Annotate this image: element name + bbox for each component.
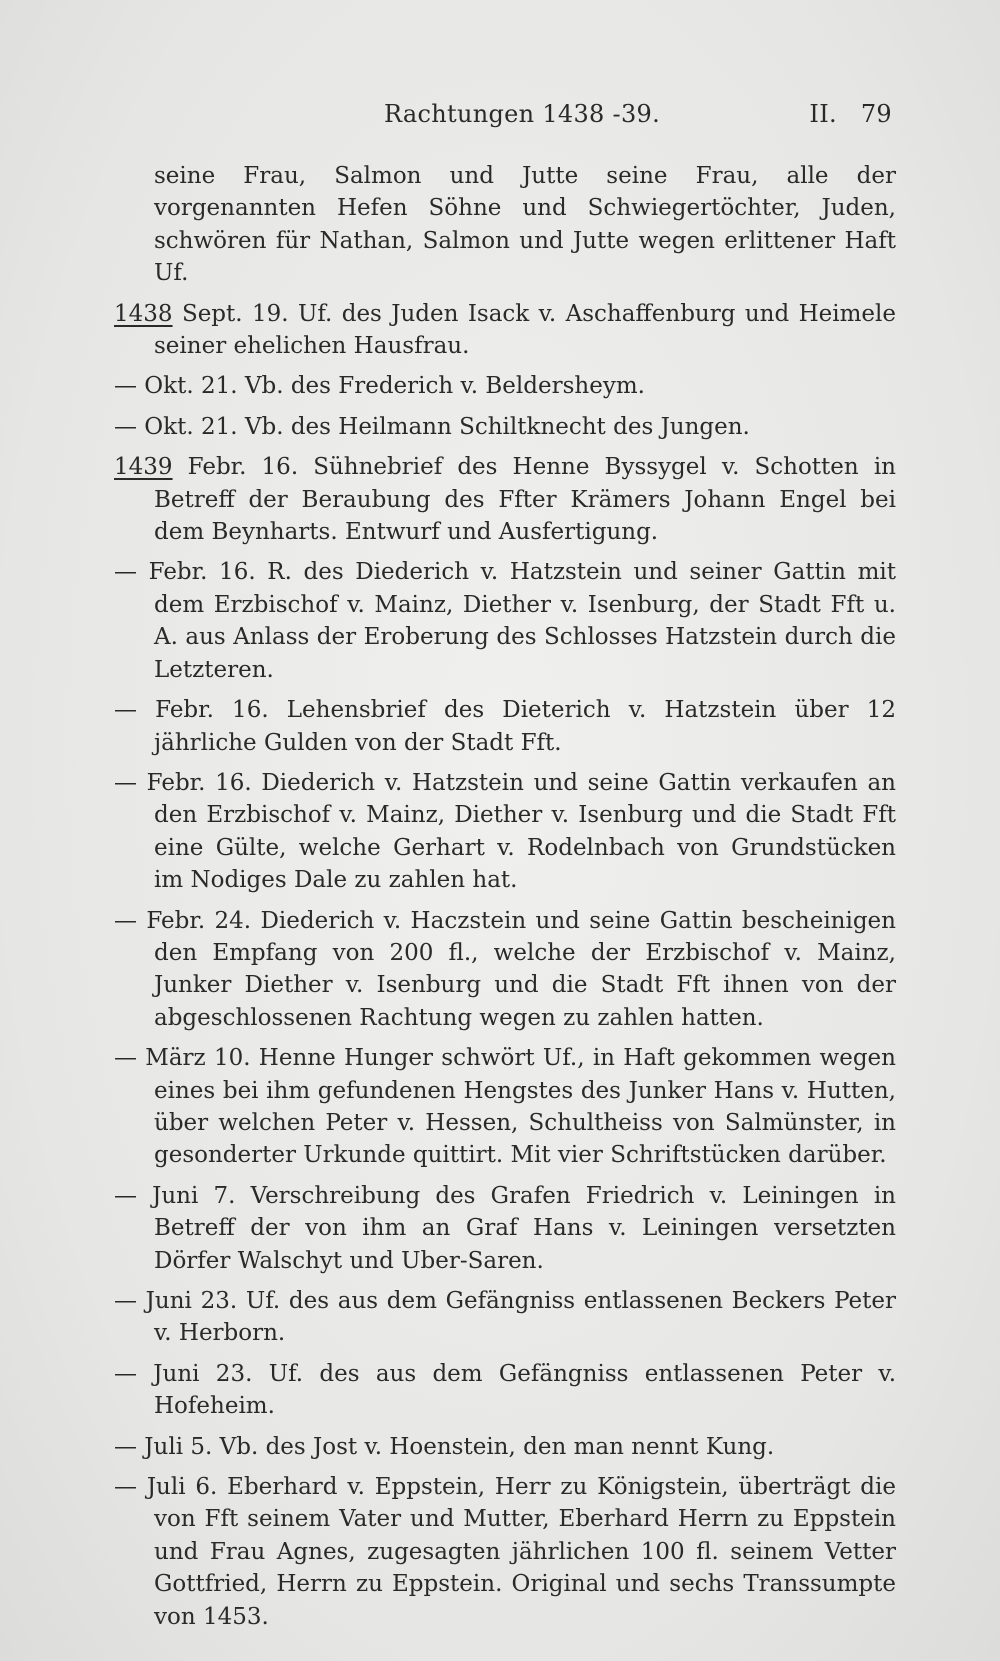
- entry-text: — Juni 23. Uf. des aus dem Gefängniss entlassenen Beckers Peter v. Herborn.: [114, 1288, 896, 1347]
- entry-text: — Juni 7. Verschreibung des Grafen Friedrich v. Leiningen in Betreff der von ihm an Graf Hans v. Leiningen versetzten Dörfer Walschyt und Uber-Saren.: [114, 1182, 896, 1274]
- year-label: 1438: [114, 300, 173, 327]
- entry-text: — Okt. 21. Vb. des Frederich v. Beldersheym.: [114, 373, 645, 400]
- year-label: 1439: [114, 454, 173, 481]
- entry-text: — Juli 5. Vb. des Jost v. Hoenstein, den man nennt Kung.: [114, 1433, 775, 1460]
- running-header: [152, 100, 892, 136]
- page-body: [114, 160, 896, 1641]
- entry-text: — Febr. 16. Diederich v. Hatzstein und seine Gattin verkaufen an den Erzbischof v. Mainz, Diether v. Isenburg und die Stadt Fft eine Gülte, welche Gerhart v. Rodelnbach von Grundstücken im Nodiges Dale zu zahlen hat.: [114, 769, 896, 894]
- entry-text: — Okt. 21. Vb. des Heilmann Schiltknecht des Jungen.: [114, 413, 750, 440]
- entry-text: Sept. 19. Uf. des Juden Isack v. Aschaffenburg und Heimele seiner ehelichen Hausfrau.: [154, 300, 896, 360]
- entry-text: — Febr. 16. Lehensbrief des Dieterich v. Hatzstein über 12 jährliche Gulden von der Stadt Fft.: [114, 697, 896, 756]
- page-number-block: [793, 100, 892, 128]
- entry-1438-sept-19: [114, 298, 896, 363]
- entry-text: — Febr. 16. R. des Diederich v. Hatzstein und seiner Gattin mit dem Erzbischof v. Mainz, Diether v. Isenburg, der Stadt Fft u. A. aus Anlass der Eroberung des Schlosses Hatzstein durch die Letzteren.: [114, 559, 896, 683]
- section-number: II.: [809, 100, 837, 128]
- entry-text: — März 10. Henne Hunger schwört Uf., in Haft gekommen wegen eines bei ihm gefundenen Hengstes des Junker Hans v. Hutten, über welchen Peter v. Hessen, Schultheiss von Salmünster, in gesonderter Urkunde quittirt. Mit vier Schriftstücken darüber.: [114, 1045, 896, 1169]
- page-number: 79: [860, 100, 892, 128]
- header-title: Rachtungen 1438 ‑39.: [384, 100, 661, 128]
- entry-text: — Juli 6. Eberhard v. Eppstein, Herr zu Königstein, überträgt die von Fft seinem Vater und Mutter, Eberhard Herrn zu Eppstein und Frau Agnes, zugesagten jährlichen 100 fl. seinem Vetter Gottfried, Herrn zu Eppstein. Original und sechs Transsumpte von 1453.: [114, 1474, 896, 1630]
- entry-1439-febr-16: [114, 451, 896, 548]
- entry-text: — Febr. 24. Diederich v. Haczstein und seine Gattin bescheinigen den Empfang von 200 fl., welche der Erzbischof v. Mainz, Junker Diether v. Isenburg und die Stadt Fft ihnen von der abgeschlossenen Rachtung wegen zu zahlen hatten.: [114, 907, 896, 1031]
- entry-text: — Juni 23. Uf. des aus dem Gefängniss entlassenen Peter v. Hofeheim.: [114, 1360, 896, 1420]
- entry-text: Febr. 16. Sühnebrief des Henne Byssygel v. Schotten in Betreff der Beraubung des Ffter Krämers Johann Engel bei dem Beynharts. Entwurf und Ausfertigung.: [154, 454, 896, 546]
- entry-text: seine Frau, Salmon und Jutte seine Frau, alle der vorgenannten Hefen Söhne und Schwiegertöchter, Juden, schwören für Nathan, Salmon und Jutte wegen erlittener Haft Uf.: [154, 163, 896, 287]
